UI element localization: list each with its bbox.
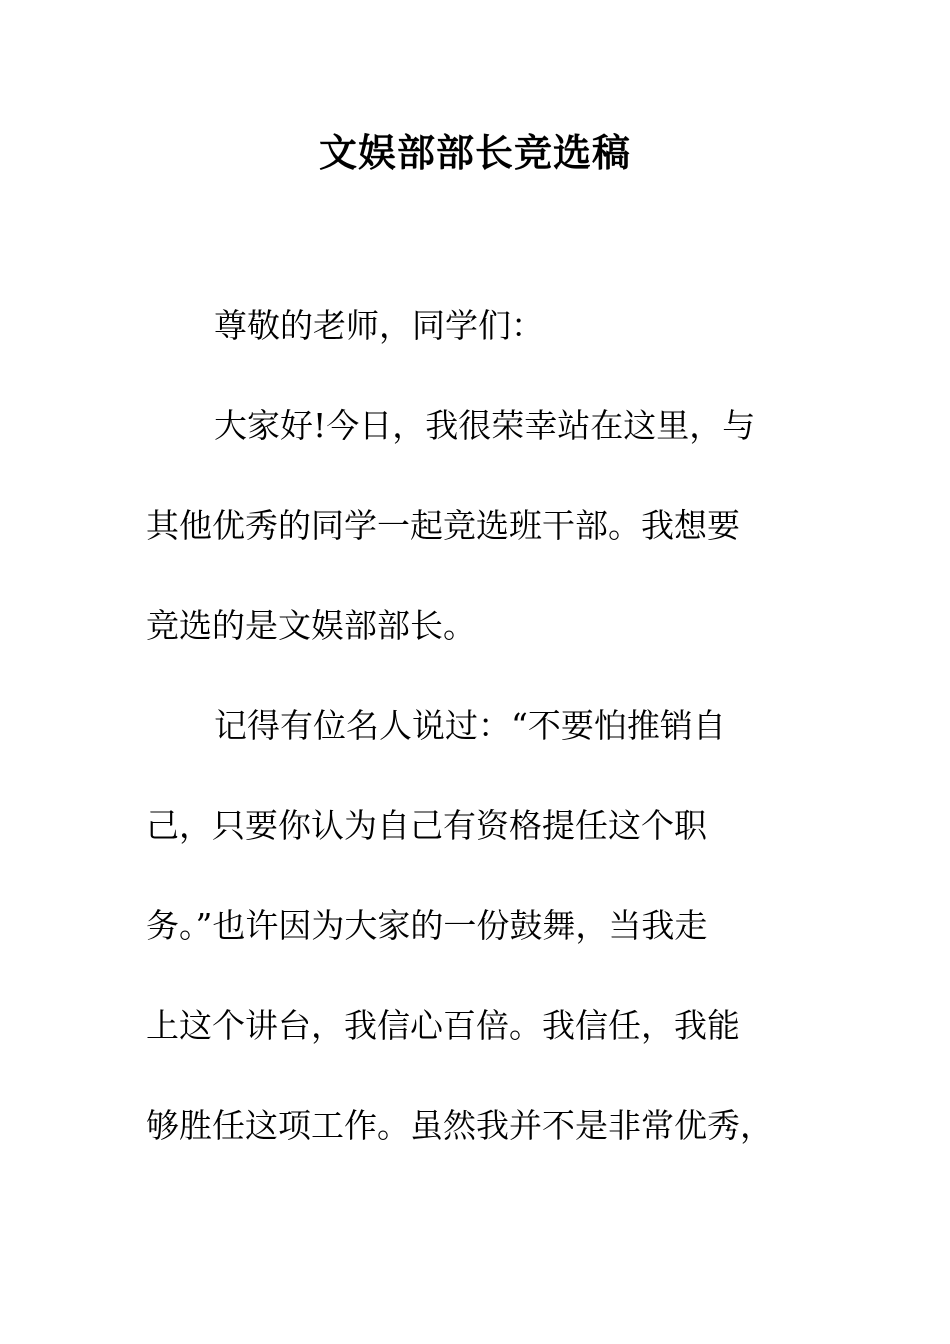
body-line: 其他优秀的同学一起竞选班干部。我想要 — [146, 506, 740, 545]
body-line: 竞选的是文娱部部长。 — [146, 606, 476, 645]
body-line: 够胜任这项工作。虽然我并不是非常优秀， — [146, 1106, 773, 1145]
body-line: 记得有位名人说过：“不要怕推销自 — [214, 706, 726, 745]
body-line: 务。”也许因为大家的一份鼓舞，当我走 — [146, 906, 708, 945]
body-line: 上这个讲台，我信心百倍。我信任，我能 — [146, 1006, 740, 1045]
body-line: 己，只要你认为自己有资格提任这个职 — [146, 806, 707, 845]
body-line: 大家好!今日，我很荣幸站在这里，与 — [214, 406, 756, 445]
document-title: 文娱部部长竞选稿 — [318, 130, 631, 175]
salutation-line: 尊敬的老师，同学们： — [214, 306, 544, 345]
